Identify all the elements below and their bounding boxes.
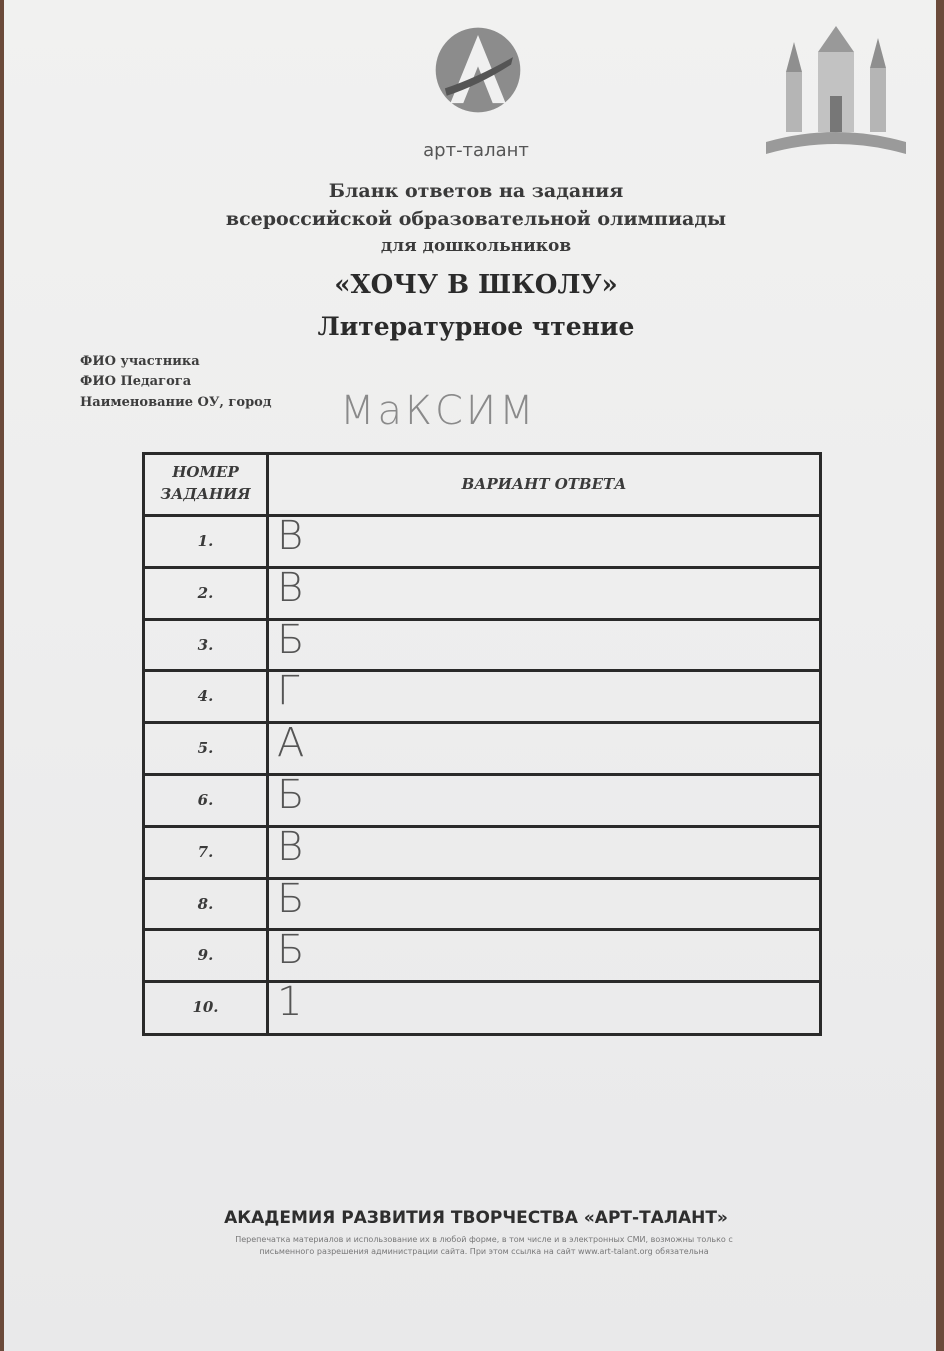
task-number: 2. [145, 569, 269, 618]
handwritten-answer: Б [277, 616, 305, 663]
task-number: 1. [145, 517, 269, 566]
column-header-number [145, 455, 269, 514]
table-row [145, 668, 819, 724]
handwritten-answer: 1 [277, 979, 303, 1026]
answer-sheet [4, 0, 936, 1351]
task-number: 4. [145, 672, 269, 721]
table-row [145, 979, 819, 1035]
handwritten-participant-name: МаКСИМ [340, 388, 537, 434]
task-number: 5. [145, 724, 269, 773]
table-row [145, 823, 819, 880]
table-row [145, 720, 819, 776]
task-number: 3. [145, 621, 269, 670]
handwritten-answer: В [277, 564, 304, 611]
answer-table [142, 452, 822, 1036]
copyright-note [114, 1234, 854, 1258]
copyright-note-line2: письменного разрешения администрации сайта. При этом ссылка на сайт www.art-talant.org обязательна [259, 1247, 709, 1256]
table-row [145, 875, 819, 932]
column-header-number-line1: НОМЕР [172, 463, 239, 481]
copyright-note-line1: Перепечатка материалов и использование их в любой форме, в том числе и в электронных СМИ, возможны только с [235, 1235, 733, 1244]
handwritten-answer: Б [277, 875, 305, 922]
olympiad-name: «ХОЧУ В ШКОЛУ» [334, 270, 618, 300]
subject-title: Литературное чтение [317, 312, 635, 341]
school-label: Наименование ОУ, город [80, 395, 272, 410]
table-row [145, 513, 819, 569]
brand-name: арт-талант [423, 140, 529, 161]
task-number: 7. [145, 828, 269, 877]
table-row [145, 564, 819, 621]
column-header-answer: ВАРИАНТ ОТВЕТА [461, 475, 627, 493]
task-number: 9. [145, 931, 269, 980]
academy-name: АКАДЕМИЯ РАЗВИТИЯ ТВОРЧЕСТВА «АРТ-ТАЛАНТ» [224, 1208, 728, 1228]
title-line-2: всероссийской образовательной олимпиады [225, 208, 727, 230]
handwritten-answer: В [277, 823, 304, 870]
title-line-3: для дошкольников [380, 236, 572, 256]
handwritten-answer: Г [277, 668, 300, 715]
table-row [145, 927, 819, 983]
table-header [145, 455, 819, 517]
column-header-number-line2: ЗАДАНИЯ [160, 485, 251, 503]
task-number: 10. [145, 983, 269, 1035]
table-row [145, 772, 819, 828]
castle-book-illustration-icon [756, 22, 916, 162]
task-number: 6. [145, 776, 269, 825]
art-talant-logo-icon [432, 24, 524, 116]
handwritten-answer: Б [277, 927, 305, 974]
teacher-label: ФИО Педагога [80, 374, 192, 389]
handwritten-answer: Б [277, 772, 305, 818]
task-number: 8. [145, 880, 269, 929]
title-line-1: Бланк ответов на задания [328, 180, 624, 202]
handwritten-answer: А [277, 720, 305, 767]
handwritten-answer: В [277, 513, 304, 559]
participant-label: ФИО участника [80, 354, 200, 369]
table-row [145, 616, 819, 673]
